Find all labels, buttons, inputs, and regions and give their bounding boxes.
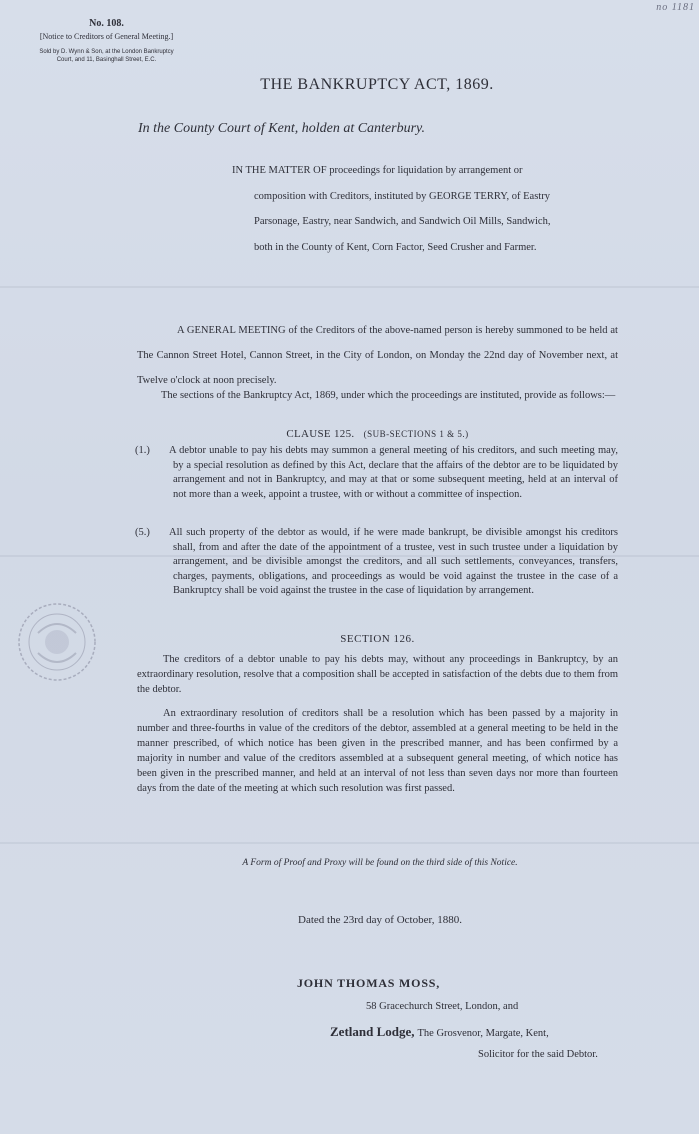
printer-line: Sold by D. Wynn & Son, at the London Bankruptcy: [39, 49, 174, 55]
paper-fold: [0, 286, 699, 288]
clause-title: CLAUSE 125.: [286, 428, 355, 440]
archive-mark: no 1181: [656, 2, 695, 13]
solicitor-address: 58 Gracechurch Street, London, and: [366, 1001, 519, 1012]
clause-heading: [137, 428, 618, 440]
printer-imprint: [14, 48, 199, 64]
matter-paragraph: [232, 158, 622, 260]
clause-text: A debtor unable to pay his debts may summon a general meeting of his creditors, and such meeting may, by a special resolution as defined by this Act, declare that the affairs of the debtor are to be liquidated by arrangement and not in Bankruptcy, and may at that or some subsequent meeting, held at an interval of not more than a week, appoint a trustee, with or without a committee of inspection.: [169, 445, 618, 500]
notice-number: No. 108.: [89, 18, 124, 29]
matter-line: Parsonage, Eastry, near Sandwich, and Sandwich Oil Mills, Sandwich,: [254, 216, 551, 227]
dated-line: Dated the 23rd day of October, 1880.: [298, 914, 462, 926]
general-meeting-paragraph: [137, 318, 618, 393]
document-title: THE BANKRUPTCY ACT, 1869.: [260, 76, 494, 93]
section-paragraph: The creditors of a debtor unable to pay his debts may, without any proceedings in Bankruptcy, by an extraordinary resolution, resolve that a composition shall be accepted in satisfaction of the debts due to them from the debtor.: [137, 654, 618, 695]
embossed-seal-icon: [16, 601, 98, 683]
solicitor-name: JOHN THOMAS MOSS,: [297, 976, 441, 990]
matter-line: proceedings for liquidation by arrangement or: [329, 165, 523, 176]
clause-5: [135, 526, 618, 599]
clause-number: (5.): [135, 527, 150, 538]
matter-line: composition with Creditors, instituted by GEORGE TERRY, of Eastry: [254, 190, 550, 202]
lodge-line: [330, 1024, 549, 1040]
clause-number: (1.): [135, 445, 150, 456]
section-paragraph: An extraordinary resolution of creditors shall be a resolution which has been passed by a majority in number and three-fourths in value of the creditors of the debtor, assembled at a general meeting to be held in the manner prescribed, of which notice has been given in the prescribed manner, and has been confirmed by a majority in number and value of the creditors assembled at a subsequent general meeting, of which notice has been given in the prescribed manner, and held at an interval of not less than seven days nor more than fourteen days from the date of the meeting at which such resolution was first passed.: [137, 708, 618, 794]
clause-1: [135, 444, 618, 502]
clause-subtitle: (SUB-SECTIONS 1 & 5.): [363, 429, 469, 439]
matter-lead: IN THE MATTER OF: [232, 165, 327, 176]
court-line: In the County Court of Kent, holden at Canterbury.: [138, 121, 425, 136]
printer-line: Court, and 11, Basinghall Street, E.C.: [56, 57, 157, 63]
general-meeting-text: of the Creditors of the above-named person is hereby summoned to be held at The Cannon Street Hotel, Cannon Street, in the City of London, on Monday the 22nd day of November next, at Twelve o'clock at noon precisely.: [137, 325, 618, 386]
solicitor-role: Solicitor for the said Debtor.: [478, 1049, 598, 1060]
clause-text: All such property of the debtor as would, if he were made bankrupt, be divisible amongst his creditors shall, from and after the date of the appointment of a trustee, vest in such trustee under a liquidation by arrangement, and be divisible amongst the creditors, and all such settlements, conveyances, transfers, charges, payments, obligations, and proceedings as would be void against the trustee in the case of a Bankruptcy shall be void against the trustee in the case of liquidation by arrangement.: [169, 527, 618, 596]
lodge-name: Zetland Lodge,: [330, 1024, 415, 1039]
proof-note: A Form of Proof and Proxy will be found on the third side of this Notice.: [242, 858, 518, 868]
matter-line: both in the County of Kent, Corn Factor, Seed Crusher and Farmer.: [254, 241, 537, 253]
seal-graphic: [16, 601, 98, 683]
sections-intro: The sections of the Bankruptcy Act, 1869, under which the proceedings are instituted, provide as follows:—: [161, 390, 616, 401]
section-heading: SECTION 126.: [340, 633, 415, 645]
general-meeting-lead: A GENERAL MEETING: [177, 325, 286, 336]
paper-fold: [0, 842, 699, 844]
lodge-address: The Grosvenor, Margate, Kent,: [417, 1028, 549, 1039]
notice-subtitle: [Notice to Creditors of General Meeting.]: [39, 32, 174, 41]
